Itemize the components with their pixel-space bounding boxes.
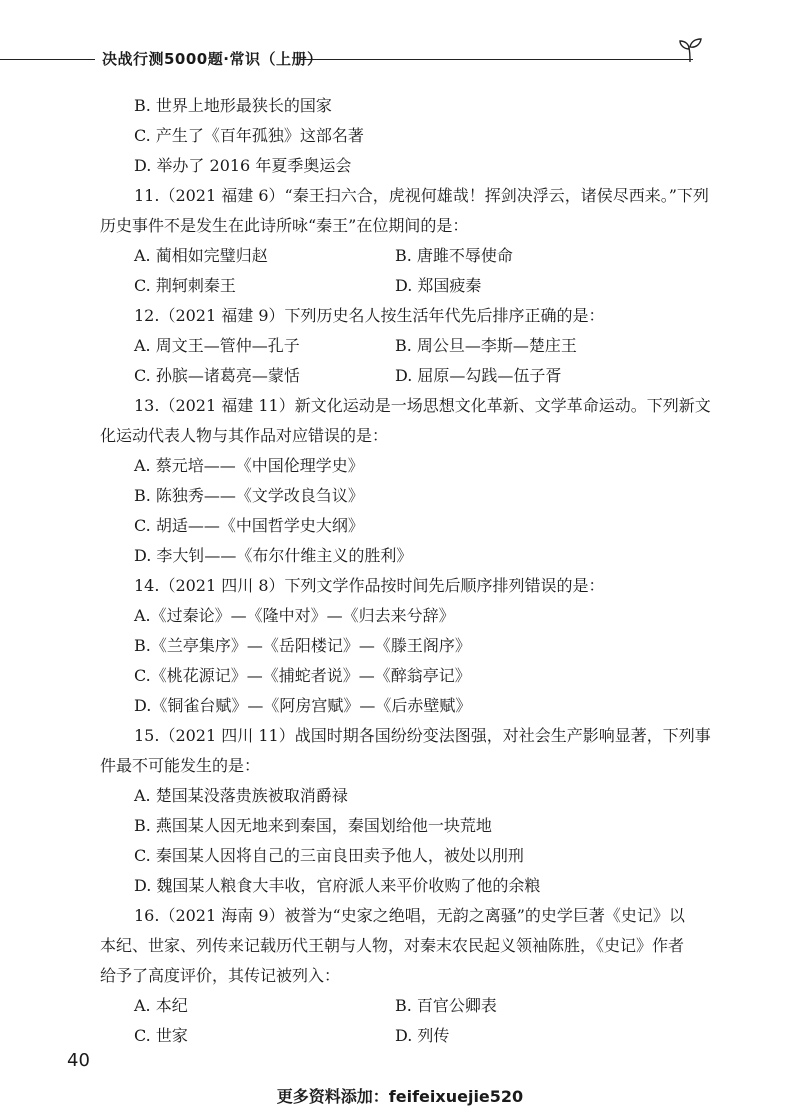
question-stem-line: 化运动代表人物与其作品对应错误的是： [100, 426, 389, 445]
option-line: A. 周文王—管仲—孔子 [134, 336, 300, 355]
option-line: D. 屈原—勾践—伍子胥 [395, 366, 562, 385]
option-line: B. 百官公卿表 [395, 996, 497, 1015]
option-line: D. 列传 [395, 1026, 450, 1045]
footer-note: 更多资料添加：feifeixuejie520 [276, 1087, 524, 1106]
question-stem-line: 本纪、世家、列传来记载历代王朝与人物，对秦末农民起义领袖陈胜，《史记》作者 [100, 936, 685, 955]
option-line: C. 产生了《百年孤独》这部名著 [134, 126, 364, 145]
option-line: D. 举办了 2016 年夏季奥运会 [134, 156, 352, 175]
option-line: A.《过秦论》—《隆中对》—《归去来兮辞》 [134, 606, 455, 625]
question-stem-11: 11.（2021 福建 6）“秦王扫六合，虎视何雄哉！挥剑决浮云，诸侯尽西来。”下列 [134, 186, 709, 205]
option-line: B. 陈独秀——《文学改良刍议》 [134, 486, 364, 505]
option-line: B. 燕国某人因无地来到秦国，秦国划给他一块荒地 [134, 816, 492, 835]
option-line: C. 秦国某人因将自己的三亩良田卖予他人，被处以刖刑 [134, 846, 524, 865]
option-line: D. 李大钊——《布尔什维主义的胜利》 [134, 546, 413, 565]
option-line: D. 郑国疲秦 [395, 276, 482, 295]
page-number: 40 [67, 1050, 90, 1071]
running-header-title: 决战行测5000题·常识（上册） [102, 50, 323, 68]
option-line: C.《桃花源记》—《捕蛇者说》—《醉翁亭记》 [134, 666, 471, 685]
option-line: C. 孙膑—诸葛亮—蒙恬 [134, 366, 300, 385]
question-stem-12: 12.（2021 福建 9）下列历史名人按生活年代先后排序正确的是： [134, 306, 605, 325]
option-line: D. 魏国某人粮食大丰收，官府派人来平价收购了他的余粮 [134, 876, 541, 895]
option-line: A. 楚国某没落贵族被取消爵禄 [134, 786, 348, 805]
option-line: B.《兰亭集序》—《岳阳楼记》—《滕王阁序》 [134, 636, 471, 655]
sprout-icon [676, 36, 704, 64]
running-header [0, 44, 800, 74]
question-stem-16: 16.（2021 海南 9）被誉为“史家之绝唱，无韵之离骚”的史学巨著《史记》以 [134, 906, 685, 925]
option-line: B. 唐雎不辱使命 [395, 246, 513, 265]
header-rule-left [0, 59, 95, 60]
option-line: A. 本纪 [134, 996, 188, 1015]
question-stem-14: 14.（2021 四川 8）下列文学作品按时间先后顺序排列错误的是： [134, 576, 605, 595]
option-line: C. 胡适——《中国哲学史大纲》 [134, 516, 364, 535]
option-line: B. 世界上地形最狭长的国家 [134, 96, 332, 115]
option-line: B. 周公旦—李斯—楚庄王 [395, 336, 577, 355]
question-stem-line: 给予了高度评价，其传记被列入： [100, 966, 341, 985]
question-stem-15: 15.（2021 四川 11）战国时期各国纷纷变法图强，对社会生产影响显著，下列事 [134, 726, 711, 745]
question-stem-line: 历史事件不是发生在此诗所咏“秦王”在位期间的是： [100, 216, 469, 235]
question-stem-line: 件最不可能发生的是： [100, 756, 261, 775]
option-line: C. 荆轲刺秦王 [134, 276, 236, 295]
option-line: A. 蔺相如完璧归赵 [134, 246, 268, 265]
header-rule-right [300, 59, 693, 60]
option-line: A. 蔡元培——《中国伦理学史》 [134, 456, 364, 475]
option-line: D.《铜雀台赋》—《阿房宫赋》—《后赤壁赋》 [134, 696, 472, 715]
option-line: C. 世家 [134, 1026, 188, 1045]
question-stem-13: 13.（2021 福建 11）新文化运动是一场思想文化革新、文学革命运动。下列新文 [134, 396, 711, 415]
